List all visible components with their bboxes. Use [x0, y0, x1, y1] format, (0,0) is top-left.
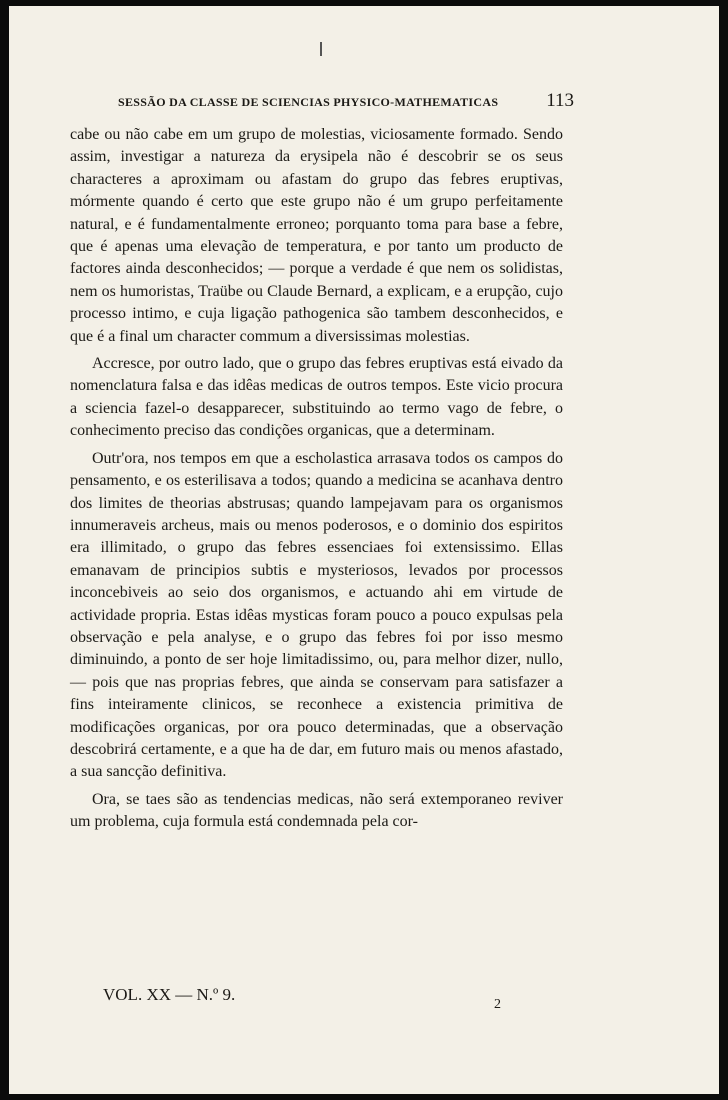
- paragraph-1: cabe ou não cabe em um grupo de molestias, viciosamente formado. Sendo assim, investigar a natureza da erysipela não é descobrir se os seus characteres a aproximam ou afastam do grupo das febres eruptivas, mórmente quando é certo que este grupo não é um grupo perfeitamente natural, e é fundamentalmente erroneo; porquanto toma para base a febre, que é apenas uma elevação de temperatura, e por tanto um producto de factores ainda desconhecidos; — porque a verdade é que nem os solidistas, nem os humoristas, Traübe ou Claude Bernard, a explicam, e a erupção, cujo processo intimo, e cuja ligação pathogenica são tambem desconhecidos, e que é a final um character commum a diversissimas molestias.: [70, 126, 563, 345]
- margin-mark: [320, 42, 322, 56]
- signature-mark: 2: [494, 997, 501, 1012]
- page-number: 113: [546, 90, 574, 111]
- paragraph-2: Accresce, por outro lado, que o grupo das febres eruptivas está eivado da nomenclatura falsa e das idêas medicas de outros tempos. Este vicio procura a sciencia fazel-o desapparecer, substituindo ao termo vago de febre, o conhecimento preciso das condições organicas, que a determinam.: [70, 355, 563, 440]
- paragraph-3: Outr'ora, nos tempos em que a escholastica arrasava todos os campos do pensamento, e os esterilisava a todos; quando a medicina se acanhava dentro dos limites de theorias abstrusas; quando lampejavam para os organismos innumeraveis archeus, mais ou menos poderosos, e o dominio dos espiritos era illimitado, o grupo das febres essenciaes foi extensissimo. Ellas emanavam de principios subtis e mysteriosos, levados por processos inconcebiveis ao seio dos organismos, e actuando ahi em virtude de actividade propria. Estas idêas mysticas foram pouco a pouco expulsas pela observação e pela analyse, e o grupo das febres foi por isso mesmo diminuindo, a ponto de ser hoje limitadissimo, ou, para melhor dizer, nullo, — pois que nas proprias febres, que ainda se conservam para satisfazer a fins inteiramente clinicos, se reconhece a existencia primitiva de modificações organicas, por ora pouco determinadas, que a observação descobrirá certamente, e a que ha de dar, em futuro mais ou menos afastado, a sua sancção definitiva.: [70, 449, 563, 781]
- running-head: SESSÃO DA CLASSE DE SCIENCIAS PHYSICO-MATHEMATICAS: [118, 95, 499, 109]
- paragraph-4: Ora, se taes são as tendencias medicas, não será extemporaneo reviver um problema, cuja formula está condemnada pela cor-: [70, 790, 563, 831]
- volume-line: VOL. XX — N.º 9.: [103, 985, 236, 1004]
- page-header: [118, 90, 574, 112]
- body-text: [70, 124, 563, 839]
